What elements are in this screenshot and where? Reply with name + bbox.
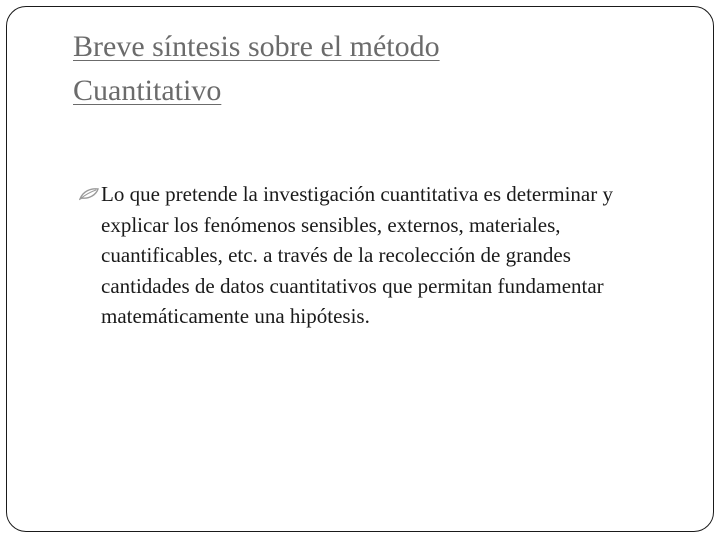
- slide-body: [79, 179, 639, 332]
- bullet-item: [79, 179, 639, 332]
- slide-title: [73, 25, 673, 113]
- leaf-bullet-icon: [79, 179, 101, 209]
- slide-title-line-1: Breve síntesis sobre el método: [73, 30, 440, 63]
- bullet-text: Lo que pretende la investigación cuantitativa es determinar y explicar los fenómenos sensibles, externos, materiales, cuantificables, etc. a través de la recolección de grandes cantidades de datos cuantitativos que permitan fundamentar matemáticamente una hipótesis.: [101, 182, 613, 328]
- slide-title-line-2: Cuantitativo: [73, 74, 222, 107]
- slide-frame: [6, 6, 714, 532]
